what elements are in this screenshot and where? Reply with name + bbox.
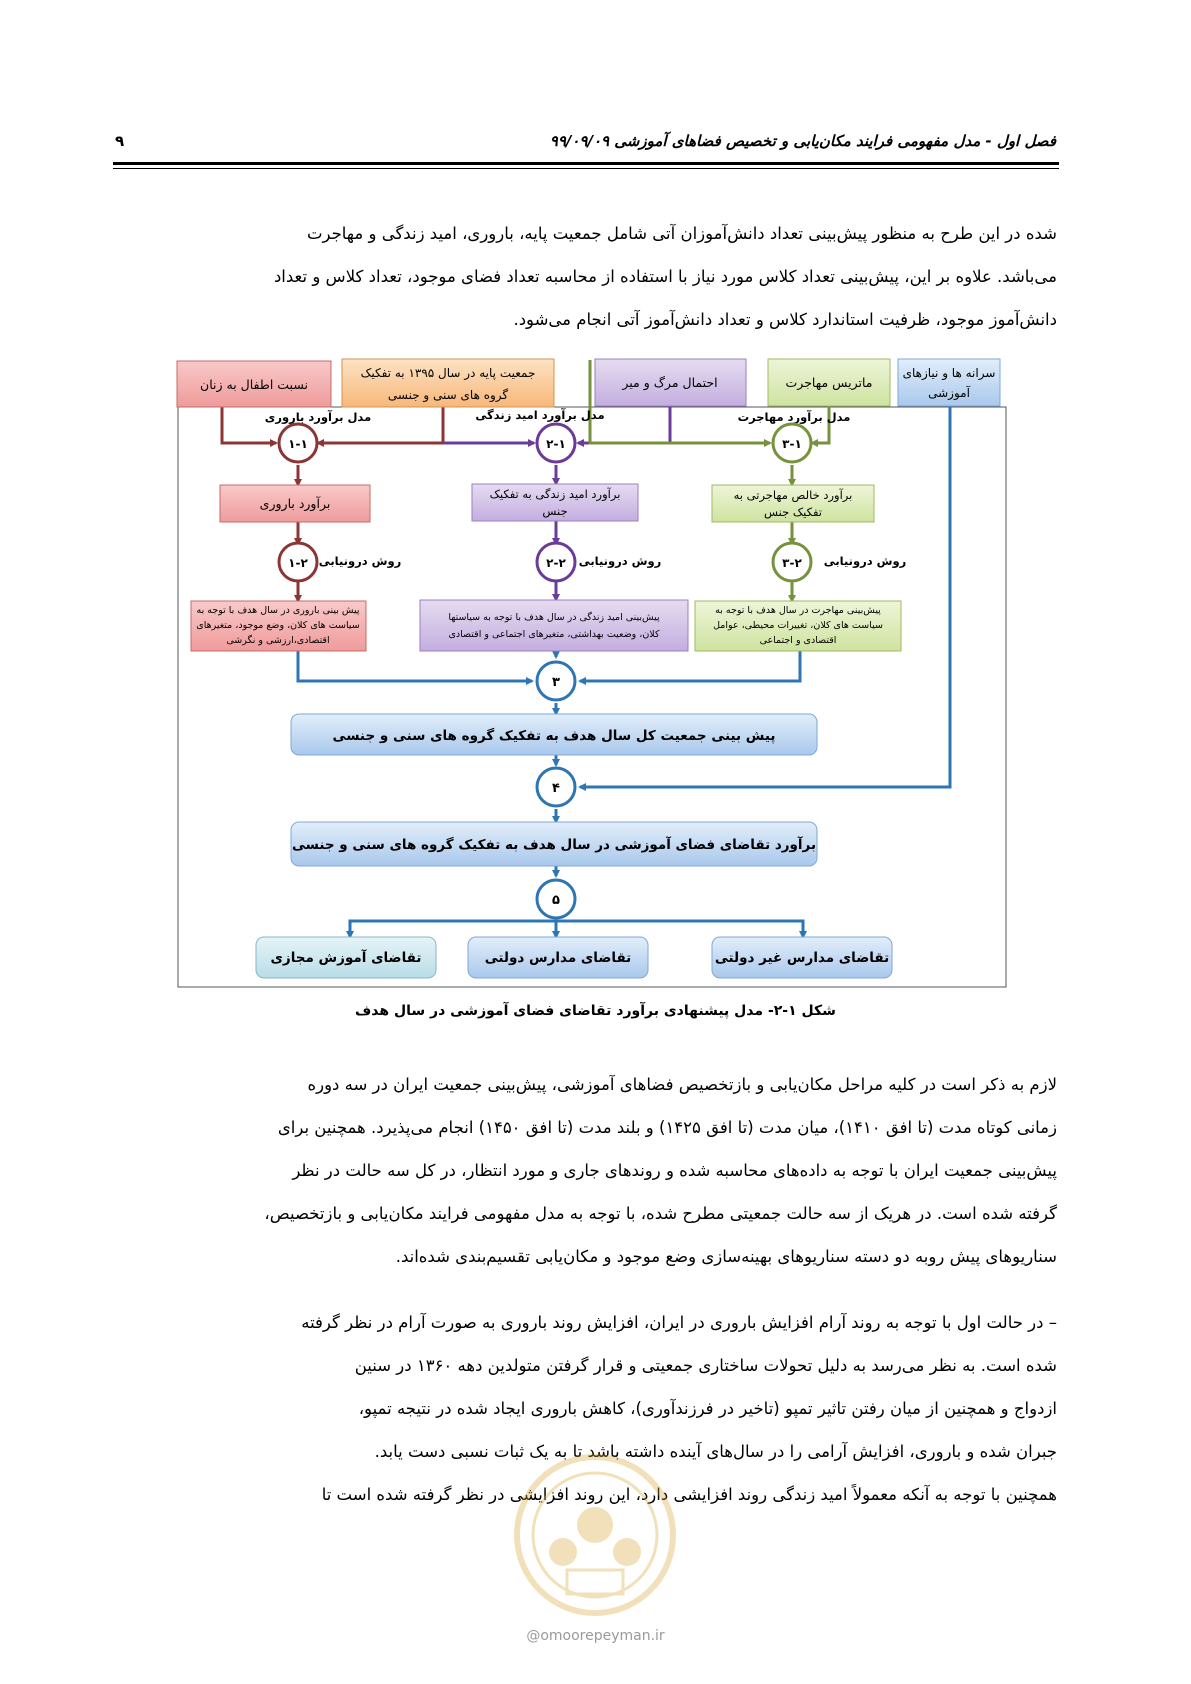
text-line: گرفته شده است. در هریک از سه حالت جمعیتی مطرح شده، با توجه به مدل مفهومی فرایند مکان‌یابی و بازتخصیص، <box>264 1204 1057 1223</box>
fertility-forecast-text-3: اقتصادی،ارزشی و نگرشی <box>226 635 330 646</box>
figure-caption: شکل ۱-۲- مدل پیشنهادی برآورد تقاضای فضای آموزشی در سال هدف <box>355 1003 836 1019</box>
watermark-url: @omoorepeyman.ir <box>526 1628 665 1644</box>
node-3-label: ۳ <box>552 675 560 690</box>
space-demand-text: برآورد تقاضای فضای آموزشی در سال هدف به تفکیک گروه های سنی و جنسی <box>291 837 817 853</box>
per-capita-text-2: آموزشی <box>928 386 970 400</box>
population-forecast-text: پیش بینی جمعیت کل سال هدف به تفکیک گروه های سنی و جنسی <box>332 728 776 744</box>
text-line: ازدواج و همچنین از میان رفتن تاثیر تمپو (تاخیر در فرزندآوری)، کاهش باروری ایجاد شده در نتیجه تمپو، <box>358 1399 1057 1418</box>
children-ratio-text: نسبت اطفال به زنان <box>200 377 308 392</box>
node-1-1-label: ۱-۱ <box>288 437 308 451</box>
text-line: جبران شده و باروری، افزایش آرامی را در سال‌های آینده داشته باشد تا به یک ثبات نسبی دست یابد. <box>374 1442 1057 1461</box>
node-5-label: ۵ <box>552 893 560 908</box>
per-capita-text-1: سرانه ها و نیازهای <box>902 366 996 380</box>
text-line: لازم به ذکر است در کلیه مراحل مکان‌یابی و بازتخصیص فضاهای آموزشی، پیش‌بینی جمعیت ایران در سه دوره <box>307 1075 1057 1094</box>
node-3-2-label: ۳-۲ <box>782 556 802 570</box>
life-forecast-box <box>420 600 688 651</box>
page-number: ۹ <box>115 132 125 150</box>
extrapolation-label-2: روش درونیابی <box>578 554 662 568</box>
text-line: همچنین با توجه به آنکه معمولاً امید زندگی روند افزایشی دارد، این روند افزایشی در نظر گرفته شده است تا <box>321 1485 1057 1504</box>
text-line: دانش‌آموز موجود، ظرفیت استاندارد کلاس و تعداد دانش‌آموز آتی انجام می‌شود. <box>513 310 1057 329</box>
public-demand-text: تقاضای مدارس دولتی <box>484 950 632 966</box>
life-model-label: مدل برآورد امید زندگی <box>475 408 605 422</box>
fertility-model-label: مدل برآورد باروری <box>264 410 372 424</box>
node-4-label: ۴ <box>552 781 560 796</box>
node-2-2-label: ۲-۲ <box>546 556 566 570</box>
extrapolation-label-3: روش درونیابی <box>823 554 907 568</box>
text-line: – در حالت اول با توجه به روند آرام افزایش باروری در ایران، افزایش روند باروری به صورت آرام در نظر گرفته <box>301 1313 1057 1332</box>
mortality-text: احتمال مرگ و میر <box>622 375 718 390</box>
migration-estimate-text-1: برآورد خالص مهاجرتی به <box>733 488 853 502</box>
text-line: می‌باشد. علاوه بر این، پیش‌بینی تعداد کلاس مورد نیاز با استفاده از محاسبه تعداد فضای موجود، تعداد کلاس و تعداد <box>273 267 1057 286</box>
life-forecast-text-2: کلان، وضعیت بهداشتی، متغیرهای اجتماعی و اقتصادی <box>448 629 660 640</box>
life-estimate-text-2: جنس <box>542 504 568 518</box>
text-line: سناریوهای پیش روبه دو دسته سناریوهای بهینه‌سازی وضع موجود و مکان‌یابی تقسیم‌بندی شده‌اند. <box>395 1247 1057 1266</box>
virtual-demand-text: تقاضای آموزش مجازی <box>270 950 422 966</box>
watermark-seal-icon <box>505 1440 685 1620</box>
body-paragraph <box>115 1063 1057 1278</box>
intro-paragraph <box>115 212 1057 341</box>
private-demand-text: تقاضای مدارس غیر دولتی <box>714 950 890 966</box>
fertility-forecast-text-2: سیاست های کلان، وضع موجود، متغیرهای <box>196 620 360 631</box>
fertility-estimate-text: برآورد باروری <box>259 496 331 511</box>
migration-forecast-text-2: سیاست های کلان، تغییرات محیطی، عوامل <box>713 620 883 631</box>
header-rule-thin <box>113 168 1059 169</box>
migration-matrix-text: ماتریس مهاجرت <box>785 375 873 390</box>
flow-diagram <box>163 355 1008 990</box>
node-3-1-label: ۳-۱ <box>782 437 802 451</box>
node-1-2-label: ۱-۲ <box>288 556 308 570</box>
fertility-forecast-text-1: پیش بینی باروری در سال هدف با توجه به <box>196 605 360 616</box>
migration-model-label: مدل برآورد مهاجرت <box>737 410 851 424</box>
text-line: پیش‌بینی جمعیت ایران با توجه به داده‌های محاسبه شده و روندهای جاری و مورد انتظار، در کل سه حالت در نظر <box>292 1161 1057 1180</box>
running-header-title: فصل اول - مدل مفهومی فرایند مکان‌یابی و تخصیص فضاهای آموزشی ۹۹/۰۹/۰۹ <box>549 132 1056 150</box>
base-population-text-1: جمعیت پایه در سال ۱۳۹۵ به تفکیک <box>360 366 536 380</box>
migration-forecast-text-3: اقتصادی و اجتماعی <box>759 635 837 646</box>
life-forecast-text-1: پیش‌بینی امید زندگی در سال هدف با توجه به سیاستها <box>448 612 660 623</box>
life-estimate-text-1: برآورد امید زندگی به تفکیک <box>489 487 621 501</box>
text-line: شده در این طرح به منظور پیش‌بینی تعداد دانش‌آموزان آتی شامل جمعیت پایه، باروری، امید زندگی و مهاجرت <box>306 224 1057 243</box>
text-line: زمانی کوتاه مدت (تا افق ۱۴۱۰)، میان مدت (تا افق ۱۴۲۵) و بلند مدت (تا افق ۱۴۵۰) انجام می‌پذیرد. همچنین برای <box>277 1118 1057 1137</box>
migration-forecast-text-1: پیش‌بینی مهاجرت در سال هدف با توجه به <box>715 605 881 616</box>
header-rule-thick <box>113 162 1059 165</box>
text-line: شده است. به نظر می‌رسد به دلیل تحولات ساختاری جمعیتی و قرار گرفتن متولدین دهه ۱۳۶۰ در سنین <box>354 1356 1057 1375</box>
extrapolation-label-1: روش درونیابی <box>318 554 402 568</box>
migration-estimate-text-2: تفکیک جنس <box>763 505 823 519</box>
node-2-1-label: ۲-۱ <box>546 437 566 451</box>
base-population-text-2: گروه های سنی و جنسی <box>387 388 509 402</box>
